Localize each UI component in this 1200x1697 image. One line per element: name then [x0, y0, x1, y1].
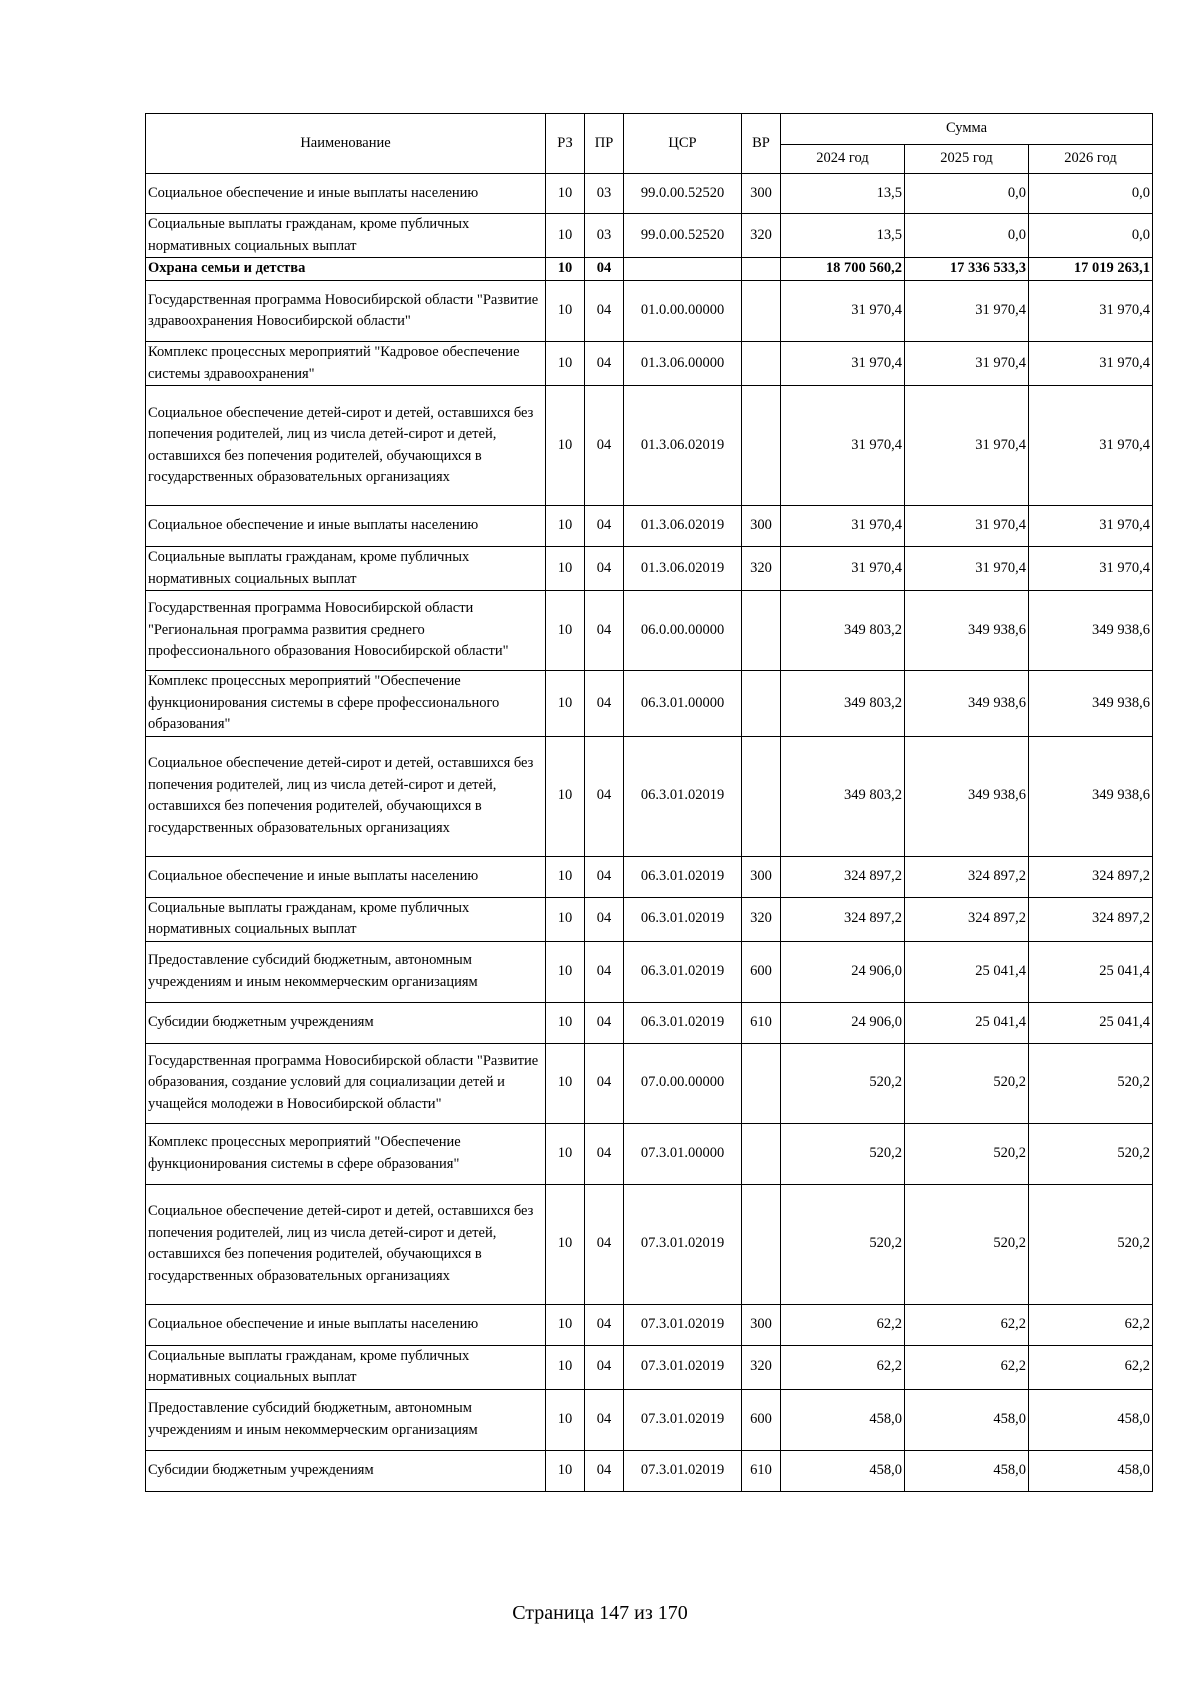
cell-pr: 04: [585, 941, 624, 1002]
cell-rz: 10: [546, 506, 585, 547]
cell-y2025: 31 970,4: [905, 386, 1029, 506]
cell-rz: 10: [546, 1123, 585, 1184]
header-vr: ВР: [742, 114, 781, 174]
cell-y2026: 0,0: [1029, 174, 1153, 214]
cell-y2026: 520,2: [1029, 1184, 1153, 1304]
cell-name: Комплекс процессных мероприятий "Кадровое обеспечение системы здравоохранения": [146, 342, 546, 386]
cell-y2024: 18 700 560,2: [781, 258, 905, 281]
cell-csr: 07.3.01.02019: [624, 1450, 742, 1491]
cell-pr: 04: [585, 1304, 624, 1345]
cell-csr: 01.3.06.02019: [624, 386, 742, 506]
cell-name: Социальное обеспечение и иные выплаты населению: [146, 856, 546, 897]
cell-y2026: 324 897,2: [1029, 897, 1153, 941]
cell-y2025: 31 970,4: [905, 506, 1029, 547]
cell-y2025: 520,2: [905, 1123, 1029, 1184]
cell-name: Субсидии бюджетным учреждениям: [146, 1450, 546, 1491]
table-row: [146, 1184, 1153, 1304]
cell-vr: [742, 736, 781, 856]
table-row: [146, 547, 1153, 591]
cell-rz: 10: [546, 214, 585, 258]
cell-y2025: 349 938,6: [905, 736, 1029, 856]
header-csr: ЦСР: [624, 114, 742, 174]
cell-y2026: 520,2: [1029, 1123, 1153, 1184]
cell-rz: 10: [546, 342, 585, 386]
cell-pr: 04: [585, 506, 624, 547]
cell-vr: [742, 386, 781, 506]
cell-y2025: 31 970,4: [905, 281, 1029, 342]
cell-name: Государственная программа Новосибирской области "Развитие образования, создание условий для социализации детей и учащейся молодежи в Новосибирской области": [146, 1043, 546, 1123]
cell-name: Охрана семьи и детства: [146, 258, 546, 281]
header-rz: РЗ: [546, 114, 585, 174]
cell-pr: 04: [585, 281, 624, 342]
cell-y2025: 349 938,6: [905, 591, 1029, 671]
cell-y2026: 31 970,4: [1029, 281, 1153, 342]
cell-rz: 10: [546, 1450, 585, 1491]
cell-name: Комплекс процессных мероприятий "Обеспечение функционирования системы в сфере профессионального образования": [146, 671, 546, 737]
cell-name: Социальные выплаты гражданам, кроме публичных нормативных социальных выплат: [146, 897, 546, 941]
cell-csr: 06.3.01.02019: [624, 941, 742, 1002]
cell-csr: 07.3.01.00000: [624, 1123, 742, 1184]
cell-pr: 04: [585, 671, 624, 737]
cell-y2025: 458,0: [905, 1450, 1029, 1491]
table-row: [146, 342, 1153, 386]
table-row: [146, 1450, 1153, 1491]
cell-y2025: 324 897,2: [905, 897, 1029, 941]
cell-y2025: 520,2: [905, 1184, 1029, 1304]
cell-y2024: 458,0: [781, 1389, 905, 1450]
cell-csr: 06.3.01.02019: [624, 897, 742, 941]
cell-y2024: 13,5: [781, 214, 905, 258]
cell-y2025: 62,2: [905, 1345, 1029, 1389]
cell-rz: 10: [546, 1043, 585, 1123]
cell-vr: 610: [742, 1002, 781, 1043]
table-row: [146, 1345, 1153, 1389]
table-row: [146, 258, 1153, 281]
cell-y2024: 62,2: [781, 1304, 905, 1345]
cell-y2024: 349 803,2: [781, 671, 905, 737]
cell-csr: [624, 258, 742, 281]
cell-y2024: 24 906,0: [781, 941, 905, 1002]
table-row: [146, 1123, 1153, 1184]
cell-csr: 06.3.01.00000: [624, 671, 742, 737]
cell-y2026: 0,0: [1029, 214, 1153, 258]
cell-y2025: 349 938,6: [905, 671, 1029, 737]
table-row: [146, 174, 1153, 214]
cell-name: Социальные выплаты гражданам, кроме публичных нормативных социальных выплат: [146, 1345, 546, 1389]
cell-name: Социальное обеспечение детей-сирот и детей, оставшихся без попечения родителей, лиц из числа детей-сирот и детей, оставшихся без попечения родителей, обучающихся в государственных образовательных организациях: [146, 736, 546, 856]
cell-y2026: 25 041,4: [1029, 1002, 1153, 1043]
cell-vr: [742, 258, 781, 281]
cell-y2025: 324 897,2: [905, 856, 1029, 897]
cell-csr: 99.0.00.52520: [624, 214, 742, 258]
cell-y2024: 458,0: [781, 1450, 905, 1491]
cell-pr: 04: [585, 856, 624, 897]
cell-name: Субсидии бюджетным учреждениям: [146, 1002, 546, 1043]
cell-pr: 03: [585, 174, 624, 214]
cell-pr: 04: [585, 1389, 624, 1450]
cell-vr: 600: [742, 941, 781, 1002]
cell-y2026: 62,2: [1029, 1304, 1153, 1345]
header-name: Наименование: [146, 114, 546, 174]
cell-y2026: 31 970,4: [1029, 506, 1153, 547]
cell-y2024: 31 970,4: [781, 547, 905, 591]
cell-y2024: 31 970,4: [781, 281, 905, 342]
cell-y2025: 0,0: [905, 174, 1029, 214]
cell-y2025: 25 041,4: [905, 1002, 1029, 1043]
cell-csr: 07.3.01.02019: [624, 1304, 742, 1345]
header-sum: Сумма: [781, 114, 1153, 145]
cell-y2025: 0,0: [905, 214, 1029, 258]
cell-y2026: 349 938,6: [1029, 736, 1153, 856]
cell-name: Государственная программа Новосибирской области "Развитие здравоохранения Новосибирской области": [146, 281, 546, 342]
cell-y2025: 458,0: [905, 1389, 1029, 1450]
cell-rz: 10: [546, 591, 585, 671]
cell-csr: 06.3.01.02019: [624, 1002, 742, 1043]
cell-name: Социальные выплаты гражданам, кроме публичных нормативных социальных выплат: [146, 214, 546, 258]
cell-csr: 06.0.00.00000: [624, 591, 742, 671]
cell-csr: 06.3.01.02019: [624, 736, 742, 856]
cell-vr: 320: [742, 547, 781, 591]
cell-y2026: 17 019 263,1: [1029, 258, 1153, 281]
cell-csr: 07.3.01.02019: [624, 1345, 742, 1389]
table-row: [146, 897, 1153, 941]
cell-pr: 04: [585, 591, 624, 671]
cell-y2024: 31 970,4: [781, 342, 905, 386]
cell-vr: 300: [742, 506, 781, 547]
cell-y2024: 24 906,0: [781, 1002, 905, 1043]
cell-y2024: 31 970,4: [781, 506, 905, 547]
cell-y2026: 62,2: [1029, 1345, 1153, 1389]
cell-vr: 600: [742, 1389, 781, 1450]
table-row: [146, 1002, 1153, 1043]
cell-vr: 300: [742, 174, 781, 214]
cell-y2024: 62,2: [781, 1345, 905, 1389]
cell-name: Социальное обеспечение детей-сирот и детей, оставшихся без попечения родителей, лиц из числа детей-сирот и детей, оставшихся без попечения родителей, обучающихся в государственных образовательных организациях: [146, 386, 546, 506]
cell-y2025: 25 041,4: [905, 941, 1029, 1002]
cell-y2024: 349 803,2: [781, 736, 905, 856]
cell-vr: [742, 281, 781, 342]
table-row: [146, 506, 1153, 547]
cell-y2024: 349 803,2: [781, 591, 905, 671]
cell-y2026: 31 970,4: [1029, 342, 1153, 386]
cell-y2026: 31 970,4: [1029, 386, 1153, 506]
cell-rz: 10: [546, 1345, 585, 1389]
cell-rz: 10: [546, 897, 585, 941]
cell-csr: 06.3.01.02019: [624, 856, 742, 897]
cell-vr: 320: [742, 1345, 781, 1389]
cell-rz: 10: [546, 1002, 585, 1043]
cell-csr: 99.0.00.52520: [624, 174, 742, 214]
cell-name: Комплекс процессных мероприятий "Обеспечение функционирования системы в сфере образования": [146, 1123, 546, 1184]
cell-vr: 610: [742, 1450, 781, 1491]
cell-name: Социальное обеспечение детей-сирот и детей, оставшихся без попечения родителей, лиц из числа детей-сирот и детей, оставшихся без попечения родителей, обучающихся в государственных образовательных организациях: [146, 1184, 546, 1304]
cell-vr: [742, 671, 781, 737]
cell-pr: 04: [585, 1123, 624, 1184]
cell-y2025: 31 970,4: [905, 547, 1029, 591]
cell-pr: 04: [585, 1043, 624, 1123]
cell-pr: 03: [585, 214, 624, 258]
cell-csr: 07.0.00.00000: [624, 1043, 742, 1123]
cell-y2025: 31 970,4: [905, 342, 1029, 386]
cell-y2026: 349 938,6: [1029, 591, 1153, 671]
cell-vr: [742, 591, 781, 671]
table-row: [146, 214, 1153, 258]
cell-vr: 300: [742, 856, 781, 897]
page-number: Страница 147 из 170: [512, 1602, 688, 1624]
cell-y2026: 458,0: [1029, 1450, 1153, 1491]
cell-y2025: 520,2: [905, 1043, 1029, 1123]
cell-vr: [742, 1123, 781, 1184]
cell-rz: 10: [546, 736, 585, 856]
cell-csr: 07.3.01.02019: [624, 1184, 742, 1304]
cell-pr: 04: [585, 897, 624, 941]
cell-y2026: 349 938,6: [1029, 671, 1153, 737]
cell-y2026: 31 970,4: [1029, 547, 1153, 591]
cell-rz: 10: [546, 174, 585, 214]
cell-rz: 10: [546, 281, 585, 342]
header-year-2025: 2025 год: [905, 145, 1029, 174]
table-row: [146, 856, 1153, 897]
cell-y2024: 31 970,4: [781, 386, 905, 506]
cell-pr: 04: [585, 547, 624, 591]
cell-pr: 04: [585, 1450, 624, 1491]
cell-csr: 01.3.06.00000: [624, 342, 742, 386]
cell-y2026: 324 897,2: [1029, 856, 1153, 897]
cell-vr: [742, 1184, 781, 1304]
cell-y2024: 520,2: [781, 1123, 905, 1184]
header-pr: ПР: [585, 114, 624, 174]
cell-rz: 10: [546, 941, 585, 1002]
cell-pr: 04: [585, 386, 624, 506]
cell-y2024: 13,5: [781, 174, 905, 214]
cell-y2025: 62,2: [905, 1304, 1029, 1345]
cell-rz: 10: [546, 258, 585, 281]
cell-rz: 10: [546, 856, 585, 897]
cell-pr: 04: [585, 1002, 624, 1043]
cell-name: Предоставление субсидий бюджетным, автономным учреждениям и иным некоммерческим организациям: [146, 941, 546, 1002]
cell-y2024: 520,2: [781, 1043, 905, 1123]
cell-pr: 04: [585, 258, 624, 281]
cell-y2026: 520,2: [1029, 1043, 1153, 1123]
cell-rz: 10: [546, 1304, 585, 1345]
cell-rz: 10: [546, 671, 585, 737]
cell-name: Государственная программа Новосибирской области "Региональная программа развития среднего профессионального образования Новосибирской области": [146, 591, 546, 671]
header-year-2026: 2026 год: [1029, 145, 1153, 174]
cell-csr: 01.3.06.02019: [624, 547, 742, 591]
cell-pr: 04: [585, 1345, 624, 1389]
table-row: [146, 671, 1153, 737]
cell-name: Социальные выплаты гражданам, кроме публичных нормативных социальных выплат: [146, 547, 546, 591]
cell-vr: 320: [742, 897, 781, 941]
cell-y2024: 520,2: [781, 1184, 905, 1304]
cell-name: Социальное обеспечение и иные выплаты населению: [146, 1304, 546, 1345]
cell-pr: 04: [585, 736, 624, 856]
table-row: [146, 941, 1153, 1002]
table-row: [146, 281, 1153, 342]
table-row: [146, 1304, 1153, 1345]
table-row: [146, 736, 1153, 856]
cell-pr: 04: [585, 1184, 624, 1304]
cell-name: Социальное обеспечение и иные выплаты населению: [146, 174, 546, 214]
cell-vr: 300: [742, 1304, 781, 1345]
cell-y2025: 17 336 533,3: [905, 258, 1029, 281]
cell-pr: 04: [585, 342, 624, 386]
cell-y2026: 458,0: [1029, 1389, 1153, 1450]
cell-rz: 10: [546, 547, 585, 591]
cell-name: Социальное обеспечение и иные выплаты населению: [146, 506, 546, 547]
cell-vr: 320: [742, 214, 781, 258]
table-row: [146, 591, 1153, 671]
budget-table: [145, 113, 1153, 1492]
cell-rz: 10: [546, 1184, 585, 1304]
cell-y2026: 25 041,4: [1029, 941, 1153, 1002]
cell-csr: 01.3.06.02019: [624, 506, 742, 547]
table-body: [146, 174, 1153, 1492]
table-row: [146, 1043, 1153, 1123]
cell-rz: 10: [546, 1389, 585, 1450]
cell-y2024: 324 897,2: [781, 897, 905, 941]
cell-csr: 07.3.01.02019: [624, 1389, 742, 1450]
table-row: [146, 386, 1153, 506]
cell-name: Предоставление субсидий бюджетным, автономным учреждениям и иным некоммерческим организациям: [146, 1389, 546, 1450]
cell-vr: [742, 342, 781, 386]
header-year-2024: 2024 год: [781, 145, 905, 174]
cell-vr: [742, 1043, 781, 1123]
cell-rz: 10: [546, 386, 585, 506]
table-row: [146, 1389, 1153, 1450]
cell-csr: 01.0.00.00000: [624, 281, 742, 342]
cell-y2024: 324 897,2: [781, 856, 905, 897]
